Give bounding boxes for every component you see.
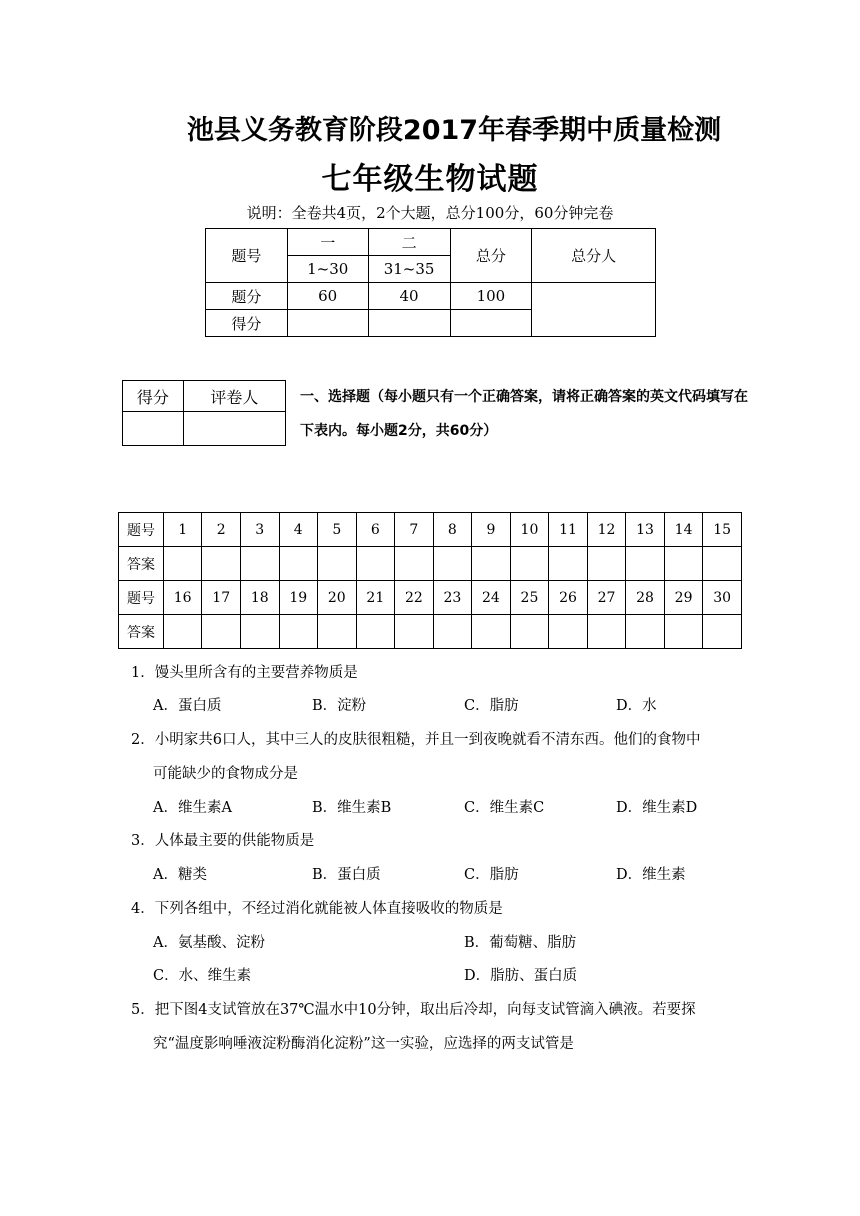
question-3-option-b: B．蛋白质 — [312, 867, 381, 883]
points-part-2: 40 — [368, 283, 450, 310]
scorer-cell[interactable] — [532, 283, 656, 337]
grid-question-number: 15 — [703, 513, 742, 547]
question-1-stem: 1．馒头里所含有的主要营养物质是 — [131, 665, 358, 681]
section-reviewer-label: 评卷人 — [183, 381, 285, 412]
question-3-stem: 3．人体最主要的供能物质是 — [131, 833, 315, 849]
answer-cell-28[interactable] — [626, 615, 665, 649]
answer-cell-22[interactable] — [395, 615, 434, 649]
section-scorer-box — [122, 380, 286, 446]
score-summary-table — [205, 228, 656, 337]
grid-question-number: 6 — [356, 513, 395, 547]
answer-cell-5[interactable] — [318, 547, 357, 581]
grid-question-number: 1 — [163, 513, 202, 547]
points-row-label: 题分 — [206, 283, 288, 310]
grid-question-number: 29 — [664, 581, 703, 615]
score-row-label: 得分 — [206, 310, 288, 337]
question-1-option-b: B．淀粉 — [312, 698, 367, 714]
question-2-option-a: A．维生素A — [153, 800, 232, 816]
answer-cell-17[interactable] — [202, 615, 241, 649]
grid-question-number: 13 — [626, 513, 665, 547]
question-4-option-d: D．脂肪、蛋白质 — [464, 968, 578, 984]
answer-cell-2[interactable] — [202, 547, 241, 581]
question-1-option-d: D．水 — [616, 698, 657, 714]
question-5-stem-cont: 究“温度影响唾液淀粉酶消化淀粉”这一实验，应选择的两支试管是 — [153, 1036, 574, 1052]
grid-number-label: 题号 — [119, 581, 164, 615]
answer-cell-1[interactable] — [163, 547, 202, 581]
answer-cell-11[interactable] — [549, 547, 588, 581]
answer-cell-8[interactable] — [433, 547, 472, 581]
score-part-2[interactable] — [368, 310, 450, 337]
header-scorer: 总分人 — [532, 229, 656, 283]
grid-question-number: 11 — [549, 513, 588, 547]
answer-cell-9[interactable] — [472, 547, 511, 581]
question-4-option-a: A．氨基酸、淀粉 — [153, 935, 265, 951]
header-total: 总分 — [450, 229, 532, 283]
answer-cell-27[interactable] — [587, 615, 626, 649]
grid-question-number: 5 — [318, 513, 357, 547]
section-score-label: 得分 — [123, 381, 184, 412]
grid-question-number: 8 — [433, 513, 472, 547]
answer-grid — [118, 512, 742, 649]
question-1-option-a: A．蛋白质 — [153, 698, 222, 714]
section-score-cell[interactable] — [123, 412, 184, 446]
question-2-stem: 2．小明家共6口人，其中三人的皮肤很粗糙，并且一到夜晚就看不清东西。他们的食物中 — [131, 732, 701, 748]
grid-question-number: 17 — [202, 581, 241, 615]
grid-question-number: 4 — [279, 513, 318, 547]
question-3-option-c: C．脂肪 — [464, 867, 519, 883]
question-2-option-c: C．维生素C — [464, 800, 545, 816]
answer-cell-20[interactable] — [318, 615, 357, 649]
question-3-option-a: A．糖类 — [153, 867, 207, 883]
answer-cell-6[interactable] — [356, 547, 395, 581]
grid-question-number: 25 — [510, 581, 549, 615]
answer-cell-19[interactable] — [279, 615, 318, 649]
answer-cell-4[interactable] — [279, 547, 318, 581]
grid-question-number: 20 — [318, 581, 357, 615]
exam-subtitle: 七年级生物试题 — [321, 162, 539, 197]
grid-question-number: 26 — [549, 581, 588, 615]
grid-question-number: 23 — [433, 581, 472, 615]
grid-question-number: 28 — [626, 581, 665, 615]
question-2-stem-cont: 可能缺少的食物成分是 — [153, 766, 298, 782]
grid-question-number: 12 — [587, 513, 626, 547]
answer-cell-10[interactable] — [510, 547, 549, 581]
grid-question-number: 27 — [587, 581, 626, 615]
answer-cell-13[interactable] — [626, 547, 665, 581]
answer-cell-30[interactable] — [703, 615, 742, 649]
answer-cell-12[interactable] — [587, 547, 626, 581]
answer-cell-3[interactable] — [240, 547, 279, 581]
question-4-option-c: C．水、维生素 — [153, 968, 252, 984]
section-1-heading: 一、选择题（每小题只有一个正确答案，请将正确答案的英文代码填写在下表内。每小题2分，共60分） — [300, 389, 748, 439]
part-1-range: 1~30 — [287, 256, 368, 283]
grid-question-number: 19 — [279, 581, 318, 615]
exam-note: 说明：全卷共4页，2个大题，总分100分，60分钟完卷 — [246, 204, 614, 222]
grid-question-number: 14 — [664, 513, 703, 547]
answer-cell-21[interactable] — [356, 615, 395, 649]
grid-question-number: 9 — [472, 513, 511, 547]
points-total: 100 — [450, 283, 532, 310]
score-total[interactable] — [450, 310, 532, 337]
part-2-range: 31~35 — [368, 256, 450, 283]
grid-question-number: 2 — [202, 513, 241, 547]
answer-cell-29[interactable] — [664, 615, 703, 649]
grid-question-number: 10 — [510, 513, 549, 547]
grid-question-number: 7 — [395, 513, 434, 547]
answer-cell-23[interactable] — [433, 615, 472, 649]
grid-question-number: 3 — [240, 513, 279, 547]
score-part-1[interactable] — [287, 310, 368, 337]
answer-cell-7[interactable] — [395, 547, 434, 581]
header-part-1: 一 — [287, 229, 368, 256]
points-part-1: 60 — [287, 283, 368, 310]
header-question-number: 题号 — [206, 229, 288, 283]
grid-question-number: 24 — [472, 581, 511, 615]
question-2-option-b: B．维生素B — [312, 800, 392, 816]
grid-question-number: 21 — [356, 581, 395, 615]
answer-cell-25[interactable] — [510, 615, 549, 649]
question-3-option-d: D．维生素 — [616, 867, 686, 883]
grid-question-number: 30 — [703, 581, 742, 615]
grid-answer-label: 答案 — [119, 547, 164, 581]
answer-cell-18[interactable] — [240, 615, 279, 649]
question-1-option-c: C．脂肪 — [464, 698, 519, 714]
question-4-stem: 4．下列各组中，不经过消化就能被人体直接吸收的物质是 — [131, 901, 503, 917]
grid-question-number: 22 — [395, 581, 434, 615]
grid-number-label: 题号 — [119, 513, 164, 547]
header-part-2: 二 — [368, 229, 450, 256]
answer-cell-14[interactable] — [664, 547, 703, 581]
exam-title: 池县义务教育阶段2017年春季期中质量检测 — [186, 115, 722, 146]
grid-question-number: 18 — [240, 581, 279, 615]
answer-cell-16[interactable] — [163, 615, 202, 649]
question-4-option-b: B．葡萄糖、脂肪 — [464, 935, 577, 951]
section-reviewer-cell[interactable] — [183, 412, 285, 446]
grid-question-number: 16 — [163, 581, 202, 615]
question-2-option-d: D．维生素D — [616, 800, 698, 816]
answer-cell-15[interactable] — [703, 547, 742, 581]
answer-cell-24[interactable] — [472, 615, 511, 649]
answer-cell-26[interactable] — [549, 615, 588, 649]
grid-answer-label: 答案 — [119, 615, 164, 649]
question-5-stem: 5．把下图4支试管放在37℃温水中10分钟，取出后冷却，向每支试管滴入碘液。若要探 — [131, 1002, 696, 1018]
